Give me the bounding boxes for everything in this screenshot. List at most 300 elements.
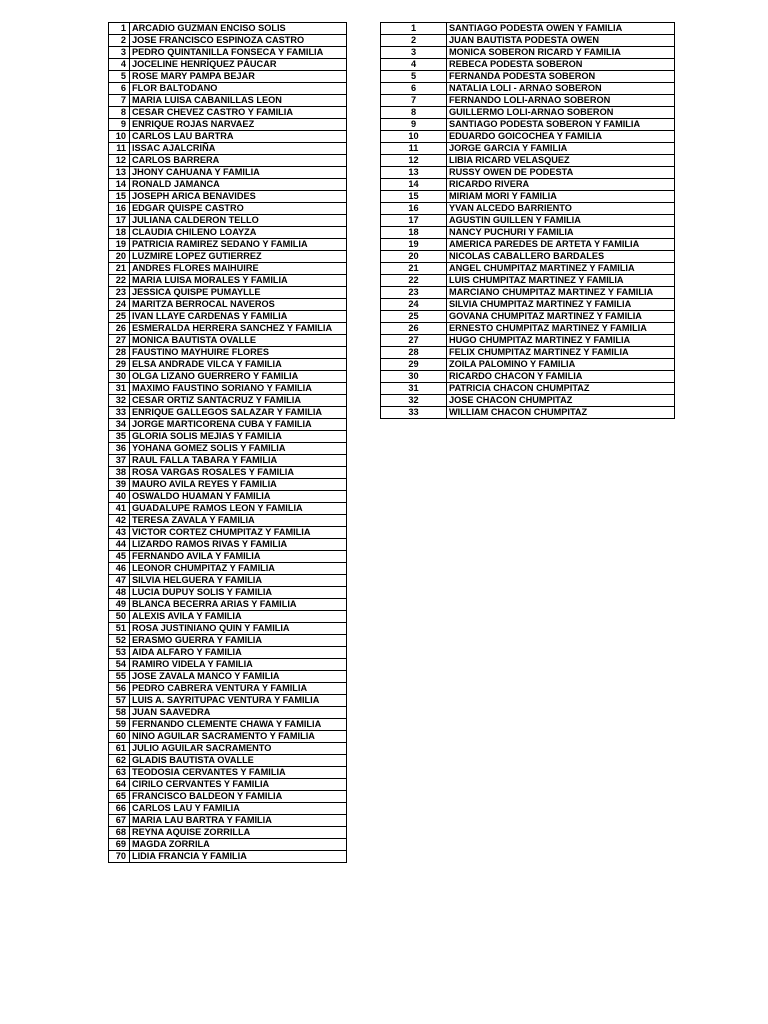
guest-name: GLADIS BAUTISTA OVALLE xyxy=(130,755,347,767)
row-number: 43 xyxy=(109,527,130,539)
table-row xyxy=(109,275,347,287)
row-number: 40 xyxy=(109,491,130,503)
row-number: 1 xyxy=(109,23,130,35)
table-row xyxy=(109,671,347,683)
guest-name: CARLOS BARRERA xyxy=(130,155,347,167)
row-number: 23 xyxy=(381,287,447,299)
table-row xyxy=(109,155,347,167)
guest-name: SILVIA CHUMPITAZ MARTINEZ Y FAMILIA xyxy=(447,299,675,311)
table-row xyxy=(109,311,347,323)
guest-name: ENRIQUE GALLEGOS SALAZAR Y FAMILIA xyxy=(130,407,347,419)
row-number: 4 xyxy=(109,59,130,71)
guest-name: SANTIAGO PODESTA OWEN Y FAMILIA xyxy=(447,23,675,35)
row-number: 28 xyxy=(109,347,130,359)
table-row xyxy=(109,827,347,839)
table-row xyxy=(109,203,347,215)
table-row xyxy=(109,251,347,263)
table-row xyxy=(109,659,347,671)
table-row xyxy=(109,707,347,719)
guest-name: JOSEPH ARICA BENAVIDES xyxy=(130,191,347,203)
guest-name: GOVANA CHUMPITAZ MARTINEZ Y FAMILIA xyxy=(447,311,675,323)
row-number: 10 xyxy=(381,131,447,143)
guest-name: PATRICIA RAMIREZ SEDANO Y FAMILIA xyxy=(130,239,347,251)
guest-name: MARIA LUISA MORALES Y FAMILIA xyxy=(130,275,347,287)
guest-name: NATALIA LOLI - ARNAO SOBERON xyxy=(447,83,675,95)
row-number: 34 xyxy=(109,419,130,431)
table-row xyxy=(109,383,347,395)
row-number: 19 xyxy=(109,239,130,251)
guest-name: MARIA LUISA CABANILLAS LEON xyxy=(130,95,347,107)
row-number: 56 xyxy=(109,683,130,695)
row-number: 59 xyxy=(109,719,130,731)
guest-name: LIZARDO RAMOS RIVAS Y FAMILIA xyxy=(130,539,347,551)
row-number: 48 xyxy=(109,587,130,599)
guest-name: JULIO AGUILAR SACRAMENTO xyxy=(130,743,347,755)
guest-name: FLOR BALTODANO xyxy=(130,83,347,95)
table-row xyxy=(109,167,347,179)
table-row xyxy=(109,575,347,587)
guest-name: NICOLAS CABALLERO BARDALES xyxy=(447,251,675,263)
table-row xyxy=(381,359,675,371)
guest-name: JOSE CHACON CHUMPITAZ xyxy=(447,395,675,407)
table-row xyxy=(381,83,675,95)
table-row xyxy=(381,107,675,119)
row-number: 65 xyxy=(109,791,130,803)
table-row xyxy=(381,95,675,107)
table-row xyxy=(381,59,675,71)
table-row xyxy=(109,359,347,371)
guest-name: CLAUDIA CHILENO LOAYZA xyxy=(130,227,347,239)
table-row xyxy=(381,275,675,287)
table-row xyxy=(109,287,347,299)
guest-name: ISSAC AJALCRIÑA xyxy=(130,143,347,155)
table-row xyxy=(109,443,347,455)
guest-name: IVAN LLAYE CARDENAS Y FAMILIA xyxy=(130,311,347,323)
row-number: 47 xyxy=(109,575,130,587)
row-number: 15 xyxy=(381,191,447,203)
table-row xyxy=(109,839,347,851)
table-row xyxy=(109,731,347,743)
table-row xyxy=(381,203,675,215)
guest-name: LIBIA RICARD VELASQUEZ xyxy=(447,155,675,167)
row-number: 13 xyxy=(381,167,447,179)
guest-name: MONICA BAUTISTA OVALLE xyxy=(130,335,347,347)
table-row xyxy=(109,635,347,647)
row-number: 21 xyxy=(109,263,130,275)
row-number: 29 xyxy=(109,359,130,371)
table-row xyxy=(109,851,347,863)
guest-name: ALEXIS AVILA Y FAMILIA xyxy=(130,611,347,623)
guest-name: LUZMIRE LOPEZ GUTIERREZ xyxy=(130,251,347,263)
row-number: 64 xyxy=(109,779,130,791)
row-number: 29 xyxy=(381,359,447,371)
guest-name: JESSICA QUISPE PUMAYLLE xyxy=(130,287,347,299)
guest-name: OLGA LIZANO GUERRERO Y FAMILIA xyxy=(130,371,347,383)
row-number: 9 xyxy=(109,119,130,131)
guest-name: JORGE GARCIA Y FAMILIA xyxy=(447,143,675,155)
table-row xyxy=(109,767,347,779)
table-row xyxy=(109,527,347,539)
row-number: 32 xyxy=(109,395,130,407)
table-row xyxy=(109,779,347,791)
row-number: 52 xyxy=(109,635,130,647)
row-number: 38 xyxy=(109,467,130,479)
row-number: 35 xyxy=(109,431,130,443)
table-row xyxy=(381,383,675,395)
guest-name: CIRILO CERVANTES Y FAMILIA xyxy=(130,779,347,791)
table-row xyxy=(381,47,675,59)
table-row xyxy=(109,83,347,95)
table-row xyxy=(109,623,347,635)
guest-name: ANGEL CHUMPITAZ MARTINEZ Y FAMILIA xyxy=(447,263,675,275)
row-number: 16 xyxy=(109,203,130,215)
table-row xyxy=(109,419,347,431)
table-row xyxy=(109,467,347,479)
guest-name: ESMERALDA HERRERA SANCHEZ Y FAMILIA xyxy=(130,323,347,335)
table-row xyxy=(109,191,347,203)
row-number: 57 xyxy=(109,695,130,707)
row-number: 31 xyxy=(109,383,130,395)
row-number: 22 xyxy=(381,275,447,287)
guest-name: NANCY PUCHURI Y FAMILIA xyxy=(447,227,675,239)
row-number: 33 xyxy=(109,407,130,419)
guest-name: JULIANA CALDERON TELLO xyxy=(130,215,347,227)
table-row xyxy=(109,491,347,503)
table-row xyxy=(109,407,347,419)
row-number: 27 xyxy=(381,335,447,347)
left-guest-list-body xyxy=(109,23,347,863)
guest-name: AMERICA PAREDES DE ARTETA Y FAMILIA xyxy=(447,239,675,251)
table-row xyxy=(109,143,347,155)
row-number: 70 xyxy=(109,851,130,863)
table-row xyxy=(381,239,675,251)
guest-name: RAUL FALLA TABARA Y FAMILIA xyxy=(130,455,347,467)
guest-name: LEONOR CHUMPITAZ Y FAMILIA xyxy=(130,563,347,575)
table-row xyxy=(109,59,347,71)
table-row xyxy=(109,239,347,251)
table-row xyxy=(381,131,675,143)
row-number: 31 xyxy=(381,383,447,395)
guest-name: ROSA JUSTINIANO QUIN Y FAMILIA xyxy=(130,623,347,635)
table-row xyxy=(381,263,675,275)
row-number: 58 xyxy=(109,707,130,719)
guest-name: JUAN SAAVEDRA xyxy=(130,707,347,719)
row-number: 11 xyxy=(109,143,130,155)
row-number: 6 xyxy=(381,83,447,95)
row-number: 67 xyxy=(109,815,130,827)
table-row xyxy=(109,23,347,35)
guest-name: FERNANDA PODESTA SOBERON xyxy=(447,71,675,83)
row-number: 39 xyxy=(109,479,130,491)
row-number: 46 xyxy=(109,563,130,575)
row-number: 41 xyxy=(109,503,130,515)
guest-name: FERNANDO LOLI-ARNAO SOBERON xyxy=(447,95,675,107)
row-number: 24 xyxy=(109,299,130,311)
guest-name: VICTOR CORTEZ CHUMPITAZ Y FAMILIA xyxy=(130,527,347,539)
guest-name: LUIS A. SAYRITUPAC VENTURA Y FAMILIA xyxy=(130,695,347,707)
row-number: 13 xyxy=(109,167,130,179)
row-number: 45 xyxy=(109,551,130,563)
table-row xyxy=(381,299,675,311)
table-row xyxy=(109,803,347,815)
row-number: 61 xyxy=(109,743,130,755)
table-row xyxy=(109,755,347,767)
row-number: 3 xyxy=(381,47,447,59)
table-row xyxy=(109,479,347,491)
row-number: 53 xyxy=(109,647,130,659)
guest-name: YOHANA GOMEZ SOLIS Y FAMILIA xyxy=(130,443,347,455)
table-row xyxy=(109,107,347,119)
row-number: 37 xyxy=(109,455,130,467)
guest-name: AGUSTIN GUILLEN Y FAMILIA xyxy=(447,215,675,227)
table-row xyxy=(109,119,347,131)
guest-name: RICARDO RIVERA xyxy=(447,179,675,191)
guest-name: ERASMO GUERRA Y FAMILIA xyxy=(130,635,347,647)
row-number: 28 xyxy=(381,347,447,359)
guest-name: OSWALDO HUAMAN Y FAMILIA xyxy=(130,491,347,503)
table-row xyxy=(109,611,347,623)
row-number: 7 xyxy=(381,95,447,107)
table-row xyxy=(109,71,347,83)
guest-name: CARLOS LAU Y FAMILIA xyxy=(130,803,347,815)
guest-name: LUCIA DUPUY SOLIS Y FAMILIA xyxy=(130,587,347,599)
row-number: 16 xyxy=(381,203,447,215)
row-number: 24 xyxy=(381,299,447,311)
table-row xyxy=(381,143,675,155)
guest-name: ERNESTO CHUMPITAZ MARTINEZ Y FAMILIA xyxy=(447,323,675,335)
table-row xyxy=(109,35,347,47)
table-row xyxy=(109,215,347,227)
guest-name: JOCELINE HENRÍQUEZ PÁUCAR xyxy=(130,59,347,71)
table-row xyxy=(109,647,347,659)
row-number: 66 xyxy=(109,803,130,815)
row-number: 21 xyxy=(381,263,447,275)
table-row xyxy=(381,407,675,419)
guest-name: TERESA ZAVALA Y FAMILIA xyxy=(130,515,347,527)
row-number: 54 xyxy=(109,659,130,671)
table-row xyxy=(109,719,347,731)
row-number: 30 xyxy=(109,371,130,383)
guest-name: JOSE ZAVALA MANCO Y FAMILIA xyxy=(130,671,347,683)
row-number: 5 xyxy=(109,71,130,83)
guest-name: FERNANDO CLEMENTE CHAWA Y FAMILIA xyxy=(130,719,347,731)
table-row xyxy=(109,539,347,551)
row-number: 50 xyxy=(109,611,130,623)
row-number: 25 xyxy=(381,311,447,323)
guest-name: EDUARDO GOICOCHEA Y FAMILIA xyxy=(447,131,675,143)
guest-name: ZOILA PALOMINO Y FAMILIA xyxy=(447,359,675,371)
guest-name: REYNA AQUISE ZORRILLA xyxy=(130,827,347,839)
guest-name: ROSA VARGAS ROSALES Y FAMILIA xyxy=(130,467,347,479)
table-row xyxy=(109,323,347,335)
row-number: 49 xyxy=(109,599,130,611)
table-row xyxy=(381,251,675,263)
table-row xyxy=(109,683,347,695)
guest-name: SANTIAGO PODESTA SOBERON Y FAMILIA xyxy=(447,119,675,131)
table-row xyxy=(109,695,347,707)
row-number: 60 xyxy=(109,731,130,743)
row-number: 1 xyxy=(381,23,447,35)
guest-name: CESAR CHEVEZ CASTRO Y FAMILIA xyxy=(130,107,347,119)
row-number: 9 xyxy=(381,119,447,131)
row-number: 42 xyxy=(109,515,130,527)
row-number: 20 xyxy=(109,251,130,263)
guest-name: ROSE MARY PAMPA BEJAR xyxy=(130,71,347,83)
guest-name: EDGAR QUISPE CASTRO xyxy=(130,203,347,215)
table-row xyxy=(109,395,347,407)
row-number: 33 xyxy=(381,407,447,419)
table-row xyxy=(109,95,347,107)
guest-name: MIRIAM MORI Y FAMILIA xyxy=(447,191,675,203)
row-number: 7 xyxy=(109,95,130,107)
row-number: 23 xyxy=(109,287,130,299)
table-row xyxy=(109,599,347,611)
table-row xyxy=(381,323,675,335)
row-number: 22 xyxy=(109,275,130,287)
guest-name: JORGE MARTICORENA CUBA Y FAMILIA xyxy=(130,419,347,431)
guest-name: AIDA ALFARO Y FAMILIA xyxy=(130,647,347,659)
row-number: 14 xyxy=(381,179,447,191)
guest-name: MAXIMO FAUSTINO SORIANO Y FAMILIA xyxy=(130,383,347,395)
table-row xyxy=(381,71,675,83)
row-number: 19 xyxy=(381,239,447,251)
row-number: 63 xyxy=(109,767,130,779)
guest-name: PEDRO QUINTANILLA FONSECA Y FAMILIA xyxy=(130,47,347,59)
guest-name: ARCADIO GUZMAN ENCISO SOLIS xyxy=(130,23,347,35)
right-guest-list-body xyxy=(381,23,675,419)
guest-name: GUILLERMO LOLI-ARNAO SOBERON xyxy=(447,107,675,119)
row-number: 32 xyxy=(381,395,447,407)
table-row xyxy=(381,215,675,227)
guest-name: MAGDA ZORRILA xyxy=(130,839,347,851)
row-number: 4 xyxy=(381,59,447,71)
table-row xyxy=(381,227,675,239)
table-row xyxy=(109,815,347,827)
guest-name: JHONY CAHUANA Y FAMILIA xyxy=(130,167,347,179)
guest-name: NINO AGUILAR SACRAMENTO Y FAMILIA xyxy=(130,731,347,743)
row-number: 18 xyxy=(381,227,447,239)
row-number: 11 xyxy=(381,143,447,155)
row-number: 12 xyxy=(109,155,130,167)
guest-name: REBECA PODESTA SOBERON xyxy=(447,59,675,71)
guest-name: SILVIA HELGUERA Y FAMILIA xyxy=(130,575,347,587)
row-number: 5 xyxy=(381,71,447,83)
row-number: 8 xyxy=(381,107,447,119)
row-number: 26 xyxy=(109,323,130,335)
row-number: 62 xyxy=(109,755,130,767)
guest-name: FRANCISCO BALDEON Y FAMILIA xyxy=(130,791,347,803)
row-number: 14 xyxy=(109,179,130,191)
table-row xyxy=(109,335,347,347)
table-row xyxy=(381,191,675,203)
guest-name: MARITZA BERROCAL NAVEROS xyxy=(130,299,347,311)
table-row xyxy=(109,47,347,59)
row-number: 26 xyxy=(381,323,447,335)
row-number: 44 xyxy=(109,539,130,551)
guest-name: RICARDO CHACON Y FAMILIA xyxy=(447,371,675,383)
table-row xyxy=(381,335,675,347)
row-number: 15 xyxy=(109,191,130,203)
row-number: 51 xyxy=(109,623,130,635)
row-number: 2 xyxy=(109,35,130,47)
row-number: 36 xyxy=(109,443,130,455)
table-row xyxy=(381,395,675,407)
table-row xyxy=(109,563,347,575)
guest-name: BLANCA BECERRA ARIAS Y FAMILIA xyxy=(130,599,347,611)
row-number: 17 xyxy=(381,215,447,227)
guest-name: MARIA LAU BARTRA Y FAMILIA xyxy=(130,815,347,827)
row-number: 17 xyxy=(109,215,130,227)
guest-name: YVAN ALCEDO BARRIENTO xyxy=(447,203,675,215)
guest-name: WILLIAM CHACON CHUMPITAZ xyxy=(447,407,675,419)
guest-name: PATRICIA CHACON CHUMPITAZ xyxy=(447,383,675,395)
guest-name: FELIX CHUMPITAZ MARTINEZ Y FAMILIA xyxy=(447,347,675,359)
row-number: 8 xyxy=(109,107,130,119)
table-row xyxy=(109,263,347,275)
row-number: 20 xyxy=(381,251,447,263)
table-row xyxy=(109,347,347,359)
table-row xyxy=(109,515,347,527)
row-number: 30 xyxy=(381,371,447,383)
table-row xyxy=(381,155,675,167)
guest-name: JUAN BAUTISTA PODESTA OWEN xyxy=(447,35,675,47)
table-row xyxy=(109,743,347,755)
guest-name: ENRIQUE ROJAS NARVAEZ xyxy=(130,119,347,131)
guest-name: HUGO CHUMPITAZ MARTINEZ Y FAMILIA xyxy=(447,335,675,347)
guest-name: ELSA ANDRADE VILCA Y FAMILIA xyxy=(130,359,347,371)
guest-name: MARCIANO CHUMPITAZ MARTINEZ Y FAMILIA xyxy=(447,287,675,299)
guest-name: ANDRES FLORES MAIHUIRE xyxy=(130,263,347,275)
table-row xyxy=(109,431,347,443)
guest-name: RUSSY OWEN DE PODESTA xyxy=(447,167,675,179)
guest-name: TEODOSIA CERVANTES Y FAMILIA xyxy=(130,767,347,779)
table-row xyxy=(109,371,347,383)
table-row xyxy=(109,299,347,311)
table-row xyxy=(109,503,347,515)
row-number: 2 xyxy=(381,35,447,47)
guest-name: PEDRO CABRERA VENTURA Y FAMILIA xyxy=(130,683,347,695)
row-number: 25 xyxy=(109,311,130,323)
table-row xyxy=(381,167,675,179)
right-guest-list-table xyxy=(380,22,675,419)
guest-name: CESAR ORTIZ SANTACRUZ Y FAMILIA xyxy=(130,395,347,407)
table-row xyxy=(109,791,347,803)
table-row xyxy=(109,179,347,191)
row-number: 12 xyxy=(381,155,447,167)
table-row xyxy=(109,455,347,467)
table-row xyxy=(109,227,347,239)
table-row xyxy=(381,35,675,47)
table-row xyxy=(381,179,675,191)
guest-name: MONICA SOBERON RICARD Y FAMILIA xyxy=(447,47,675,59)
guest-name: LUIS CHUMPITAZ MARTINEZ Y FAMILIA xyxy=(447,275,675,287)
table-row xyxy=(381,347,675,359)
guest-name: FAUSTINO MAYHUIRE FLORES xyxy=(130,347,347,359)
guest-name: GLORIA SOLIS MEJIAS Y FAMILIA xyxy=(130,431,347,443)
row-number: 18 xyxy=(109,227,130,239)
row-number: 10 xyxy=(109,131,130,143)
guest-name: CARLOS LAU BARTRA xyxy=(130,131,347,143)
table-row xyxy=(381,371,675,383)
row-number: 69 xyxy=(109,839,130,851)
guest-name: JOSE FRANCISCO ESPINOZA CASTRO xyxy=(130,35,347,47)
guest-name: RAMIRO VIDELA Y FAMILIA xyxy=(130,659,347,671)
table-row xyxy=(381,287,675,299)
guest-name: GUADALUPE RAMOS LEON Y FAMILIA xyxy=(130,503,347,515)
row-number: 3 xyxy=(109,47,130,59)
row-number: 27 xyxy=(109,335,130,347)
row-number: 68 xyxy=(109,827,130,839)
